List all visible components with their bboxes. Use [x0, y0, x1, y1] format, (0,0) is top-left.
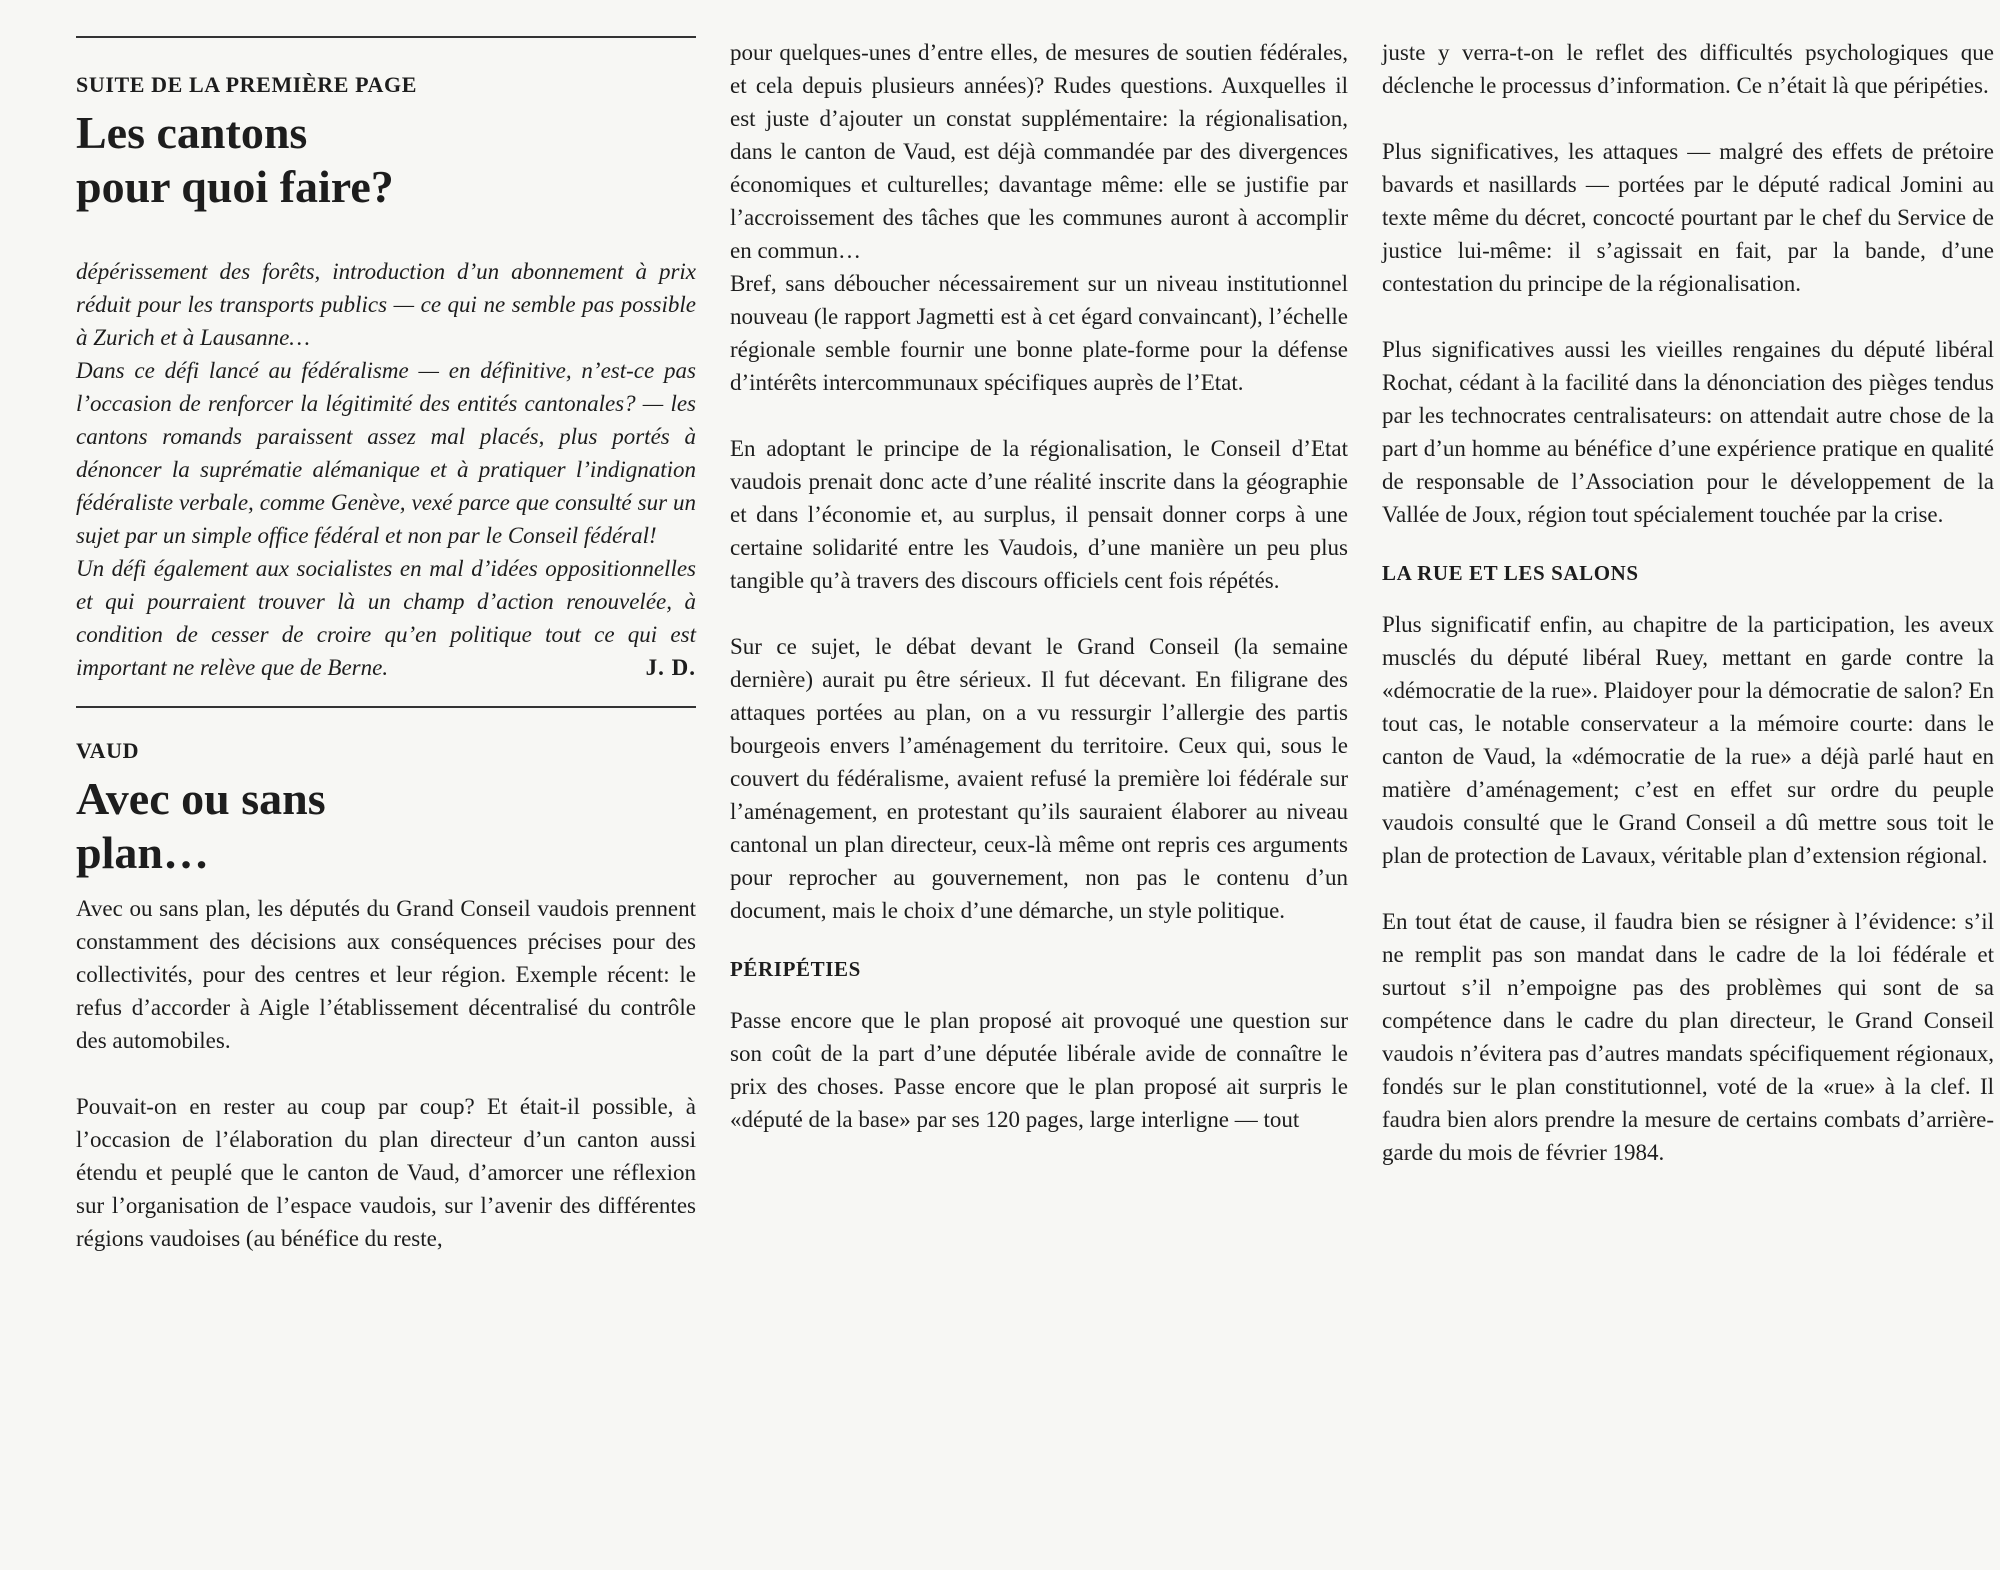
article1-kicker: SUITE DE LA PREMIÈRE PAGE: [76, 72, 417, 97]
article1-paragraph: [76, 552, 696, 684]
article1-paragraph: dépérissement des forêts, introduction d’un abonnement à prix réduit pour les transports publics — ce qui ne semble pas possible à Zurich et à Lausanne…: [76, 258, 696, 350]
column-1: [76, 36, 696, 1255]
column-3: [1382, 36, 1994, 1169]
article2-paragraph: Plus significatif enfin, au chapitre de la participation, les aveux musclés du député libéral Ruey, mettant en garde contre la «démocratie de la rue». Plaidoyer pour la démocratie de salon? En tout cas, le notable conservateur a la mémoire courte: dans le canton de Vaud, la «démocratie de la rue» a déjà parlé haut en matière d’aménagement; c’est en effet sur ordre du peuple vaudois consulté que le Grand Conseil a dû mettre sous toit le plan de protection de Lavaux, véritable plan d’extension régional.: [1382, 612, 1994, 868]
article-divider-rule: [76, 706, 696, 708]
article2-paragraph: Sur ce sujet, le débat devant le Grand Conseil (la semaine dernière) aurait pu être sérieux. Il fut décevant. En filigrane des attaques portées au plan, on a vu ressurgir l’allergie des partis bourgeois envers l’aménagement du territoire. Ceux qui, sous le couvert du fédéralisme, avaient refusé la première loi fédérale sur l’aménagement, en protestant qu’ils sauraient élaborer au niveau cantonal un plan directeur, ceux-là même ont repris ces arguments pour reprocher au gouvernement, non pas le contenu d’un document, mais le choix d’une démarche, un style politique.: [730, 634, 1348, 923]
article2-paragraph: En adoptant le principe de la régionalisation, le Conseil d’Etat vaudois prenait donc acte d’une réalité inscrite dans la géographie et dans l’économie et, au surplus, il pensait donner corps à une certaine solidarité entre les Vaudois, d’une manière un peu plus tangible qu’à travers des discours officiels cent fois répétés.: [730, 436, 1348, 593]
subhead-peripeties: PÉRIPÉTIES: [730, 957, 861, 981]
article1-paragraph-text: Un défi également aux socialistes en mal d’idées oppositionnelles et qui pourraient trouver là un champ d’action renouvelée, à condition de cesser de croire qu’en politique tout ce qui est important ne relève que de Berne.: [76, 555, 696, 680]
article2-paragraph: pour quelques-unes d’entre elles, de mesures de soutien fédérales, et cela depuis plusieurs années)? Rudes questions. Auxquelles il est juste d’ajouter un constat supplémentaire: la régionalisation, dans le canton de Vaud, est déjà commandée par des divergences économiques et culturelles; davantage même: elle se justifie par l’accroissement des tâches que les communes auront à accomplir en commun…: [730, 40, 1348, 263]
article2-paragraph: Avec ou sans plan, les députés du Grand Conseil vaudois prennent constamment des décisions aux conséquences précises pour des collectivités, pour des centres et leur région. Exemple récent: le refus d’accorder à Aigle l’établissement décentralisé du contrôle des automobiles.: [76, 896, 696, 1054]
article2-title-line2: plan…: [76, 826, 209, 878]
column-2: [730, 36, 1348, 1136]
article2-title-line1: Avec ou sans: [76, 772, 326, 824]
article2-paragraph: Plus significatives, les attaques — malgré des effets de prétoire bavards et nasillards — portées par le député radical Jomini au texte même du décret, concocté pourtant par le chef du Service de justice lui-même: il s’agissait en fait, par la bande, d’une contestation du principe de la régionalisation.: [1382, 139, 1994, 296]
article1-signature: J. D.: [645, 654, 696, 680]
article1-title-line1: Les cantons: [76, 107, 308, 158]
article1-title-line2: pour quoi faire?: [76, 161, 394, 213]
article2-kicker: VAUD: [76, 737, 140, 763]
top-rule: [76, 36, 696, 38]
subhead-rue-et-salons: LA RUE ET LES SALONS: [1382, 561, 1639, 585]
article2-paragraph: Passe encore que le plan proposé ait provoqué une question sur son coût de la part d’une députée libérale avide de connaître le prix des choses. Passe encore que le plan proposé ait surpris le «député de la base» par ses 120 pages, large interligne — tout: [730, 1008, 1348, 1132]
article2-paragraph: Bref, sans déboucher nécessairement sur un niveau institutionnel nouveau (le rapport Jagmetti est à cet égard convaincant), l’échelle régionale semble fournir une bonne plate-forme pour la défense d’intérêts intercommunaux spécifiques auprès de l’Etat.: [730, 271, 1348, 395]
article2-paragraph: juste y verra-t-on le reflet des difficultés psychologiques que déclenche le processus d’information. Ce n’était là que péripéties.: [1382, 40, 1994, 98]
article2-paragraph: Pouvait-on en rester au coup par coup? Et était-il possible, à l’occasion de l’élaboration du plan directeur d’un canton aussi étendu et peuplé que le canton de Vaud, d’amorcer une réflexion sur l’organisation de l’espace vaudois, sur l’avenir des différentes régions vaudoises (au bénéfice du reste,: [76, 1094, 696, 1252]
article2-title: [76, 772, 696, 881]
article1-paragraph: Dans ce défi lancé au fédéralisme — en définitive, n’est-ce pas l’occasion de renforcer la légitimité des entités cantonales? — les cantons romands paraissent assez mal placés, plus portés à dénoncer la suprématie alémanique et à pratiquer l’indignation fédéraliste verbale, comme Genève, vexé parce que consulté sur un sujet par un simple office fédéral et non par le Conseil fédéral!: [76, 357, 696, 548]
article2-paragraph: En tout état de cause, il faudra bien se résigner à l’évidence: s’il ne remplit pas son mandat dans le cadre de la loi fédérale et surtout s’il n’empoigne pas des problèmes qui sont de sa compétence dans le cadre du plan directeur, le Grand Conseil vaudois n’évitera pas d’autres mandats spécifiquement régionaux, fondés sur le plan constitutionnel, voté de la «rue» à la clef. Il faudra bien alors prendre la mesure de certains combats d’arrière-garde du mois de février 1984.: [1382, 909, 1994, 1165]
article1-title: [76, 106, 696, 215]
article2-paragraph: Plus significatives aussi les vieilles rengaines du député libéral Rochat, cédant à la facilité dans la dénonciation des pièges tendus par les technocrates centralisateurs: on attendait autre chose de la part d’un homme au bénéfice d’une expérience pratique en qualité de responsable de l’Association pour le développement de la Vallée de Joux, région tout spécialement touchée par la crise.: [1382, 337, 1994, 527]
